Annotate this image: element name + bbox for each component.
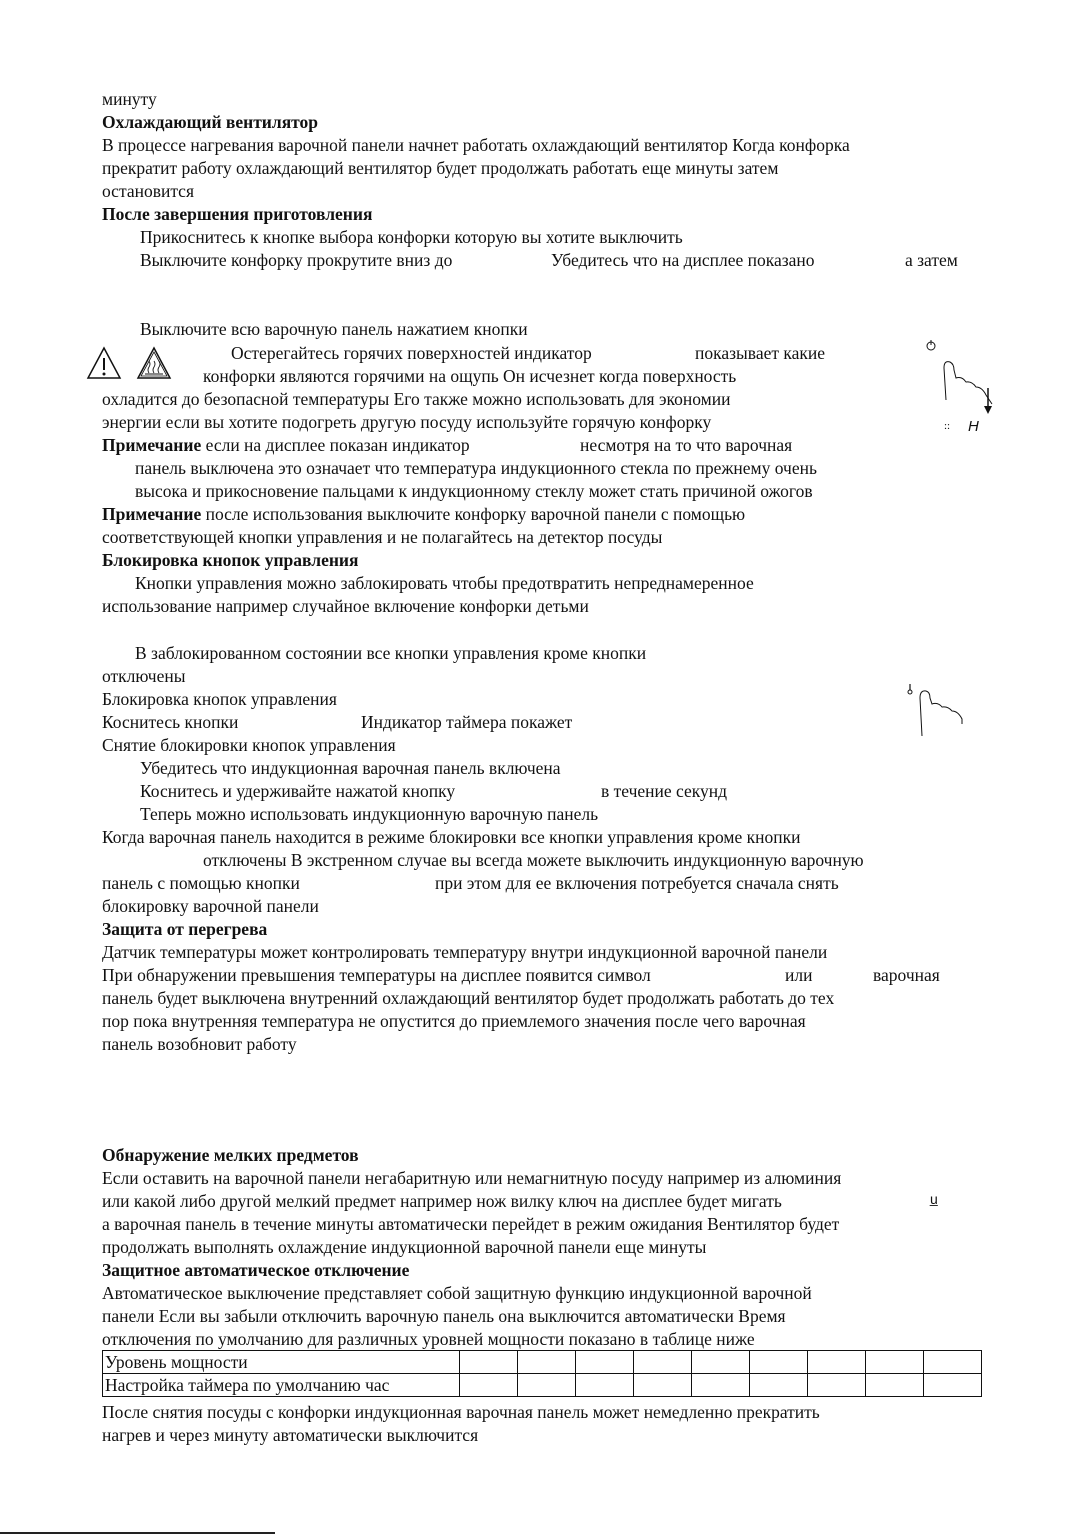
text-line: Кнопки управления можно заблокировать чтобы предотвратить непреднамеренное	[135, 573, 754, 593]
table-cell	[808, 1374, 866, 1397]
table-cell	[576, 1351, 634, 1374]
text-line: Остерегайтесь горячих поверхностей индикатор	[231, 343, 592, 363]
text-line: отключены В экстренном случае вы всегда можете выключить индукционную варочную	[203, 850, 864, 870]
table-cell	[518, 1351, 576, 1374]
text-line: Блокировка кнопок управления	[102, 689, 337, 709]
text-line: Снятие блокировки кнопок управления	[102, 735, 396, 755]
footer-rule	[0, 1532, 275, 1534]
table-cell	[866, 1351, 924, 1374]
text-line: Выключите конфорку прокрутите вниз до	[140, 250, 453, 270]
text-line: Коснитесь и удерживайте нажатой кнопку	[140, 781, 456, 801]
text-line: остановится	[102, 181, 195, 201]
text-line: использование например случайное включение конфорки детьми	[102, 596, 589, 616]
table-row	[103, 1351, 982, 1374]
text-line: Теперь можно использовать индукционную варочную панель	[140, 804, 599, 824]
section-heading-small-objects: Обнаружение мелких предметов	[102, 1145, 359, 1165]
text-line: панель будет выключена внутренний охлаждающий вентилятор будет продолжать работать до тех	[102, 988, 835, 1008]
table-cell	[692, 1351, 750, 1374]
text-line: После снятия посуды с конфорки индукционная варочная панель может немедленно прекратить	[102, 1402, 820, 1422]
text-line: панели Если вы забыли отключить варочную панель она выключится автоматически Время	[102, 1306, 786, 1326]
table-cell	[460, 1374, 518, 1397]
text-line: Когда варочная панель находится в режиме блокировки все кнопки управления кроме кнопки	[102, 827, 801, 847]
table-cell	[924, 1351, 982, 1374]
table-cell	[460, 1351, 518, 1374]
dots-indicator: ::	[944, 420, 951, 432]
table-cell	[518, 1374, 576, 1397]
text-line: или какой либо другой мелкий предмет например нож вилку ключ на дисплее будет мигать	[102, 1191, 782, 1211]
table-cell	[576, 1374, 634, 1397]
text-line: варочная	[873, 965, 940, 985]
text-line: блокировку варочной панели	[102, 896, 319, 916]
table-row	[103, 1374, 982, 1397]
table-cell-label: Настройка таймера по умолчанию час	[103, 1374, 460, 1397]
note-text: если на дисплее показан индикатор	[201, 435, 470, 455]
text-line: При обнаружении превышения температуры на дисплее появится символ	[102, 965, 651, 985]
section-heading-cooling-fan: Охлаждающий вентилятор	[102, 112, 319, 132]
table-cell	[750, 1374, 808, 1397]
text-line: конфорки являются горячими на ощупь Он исчезнет когда поверхность	[203, 366, 737, 386]
text-line: панель с помощью кнопки	[102, 873, 300, 893]
text-line: панель выключена это означает что температура индукционного стекла по прежнему очень	[135, 458, 817, 478]
text-line: охладится до безопасной температуры Его также можно использовать для экономии	[102, 389, 731, 409]
text-line: Автоматическое выключение представляет собой защитную функцию индукционной варочной	[102, 1283, 812, 1303]
note-line	[102, 503, 745, 525]
display-glyph-icon: u̲	[930, 1191, 938, 1207]
power-button-hand-icon	[920, 338, 1000, 438]
text-line: несмотря на то что варочная	[580, 435, 793, 455]
text-line: Индикатор таймера покажет	[361, 712, 573, 732]
warning-triangle-icon	[86, 345, 122, 381]
section-heading-after-cooking: После завершения приготовления	[102, 204, 373, 224]
lock-button-hand-icon	[900, 678, 970, 740]
text-line: а варочная панель в течение минуты автоматически перейдет в режим ожидания Вентилятор будет	[102, 1214, 840, 1234]
note-text: после использования выключите конфорку варочной панели с помощью	[201, 504, 746, 524]
table-cell-label: Уровень мощности	[103, 1351, 460, 1374]
text-line: соответствующей кнопки управления и не полагайтесь на детектор посуды	[102, 527, 663, 547]
text-line: минуту	[102, 89, 157, 109]
table-cell	[750, 1351, 808, 1374]
text-line: отключения по умолчанию для различных уровней мощности показано в таблице ниже	[102, 1329, 755, 1349]
text-line: отключены	[102, 666, 186, 686]
power-level-table	[102, 1350, 982, 1397]
text-line: панель возобновит работу	[102, 1034, 297, 1054]
text-line: продолжать выполнять охлаждение индукционной варочной панели еще минуты	[102, 1237, 707, 1257]
section-heading-overheat: Защита от перегрева	[102, 919, 268, 939]
text-line: а затем	[905, 250, 958, 270]
section-heading-auto-shutoff: Защитное автоматическое отключение	[102, 1260, 410, 1280]
note-line	[102, 434, 470, 456]
hot-indicator-letter: H	[968, 418, 979, 435]
table-cell	[634, 1351, 692, 1374]
hot-surface-icon	[136, 345, 172, 381]
text-line: энергии если вы хотите подогреть другую посуду используйте горячую конфорку	[102, 412, 712, 432]
text-line: В процессе нагревания варочной панели начнет работать охлаждающий вентилятор Когда конфорка	[102, 135, 850, 155]
text-line: Если оставить на варочной панели негабаритную или немагнитную посуду например из алюминия	[102, 1168, 842, 1188]
table-cell	[808, 1351, 866, 1374]
table-cell	[692, 1374, 750, 1397]
text-line: показывает какие	[695, 343, 826, 363]
text-line: прекратит работу охлаждающий вентилятор будет продолжать работать еще минуты затем	[102, 158, 779, 178]
text-line: Датчик температуры может контролировать температуру внутри индукционной варочной панели	[102, 942, 828, 962]
text-line: или	[785, 965, 813, 985]
text-line: Убедитесь что индукционная варочная панель включена	[140, 758, 561, 778]
note-label: Примечание	[102, 504, 202, 524]
table-cell	[924, 1374, 982, 1397]
table-cell	[866, 1374, 924, 1397]
text-line: Прикоснитесь к кнопке выбора конфорки которую вы хотите выключить	[140, 227, 683, 247]
text-line: В заблокированном состоянии все кнопки управления кроме кнопки	[135, 643, 647, 663]
text-line: в течение секунд	[601, 781, 728, 801]
note-label: Примечание	[102, 435, 202, 455]
text-line: при этом для ее включения потребуется сначала снять	[435, 873, 839, 893]
section-heading-control-lock: Блокировка кнопок управления	[102, 550, 359, 570]
text-line: Коснитесь кнопки	[102, 712, 239, 732]
text-line: высока и прикосновение пальцами к индукционному стеклу может стать причиной ожогов	[135, 481, 813, 501]
text-line: нагрев и через минуту автоматически выключится	[102, 1425, 479, 1445]
table-cell	[634, 1374, 692, 1397]
text-line: пор пока внутренняя температура не опустится до приемлемого значения после чего варочная	[102, 1011, 806, 1031]
text-line: Убедитесь что на дисплее показано	[551, 250, 815, 270]
text-line: Выключите всю варочную панель нажатием кнопки	[140, 319, 528, 339]
